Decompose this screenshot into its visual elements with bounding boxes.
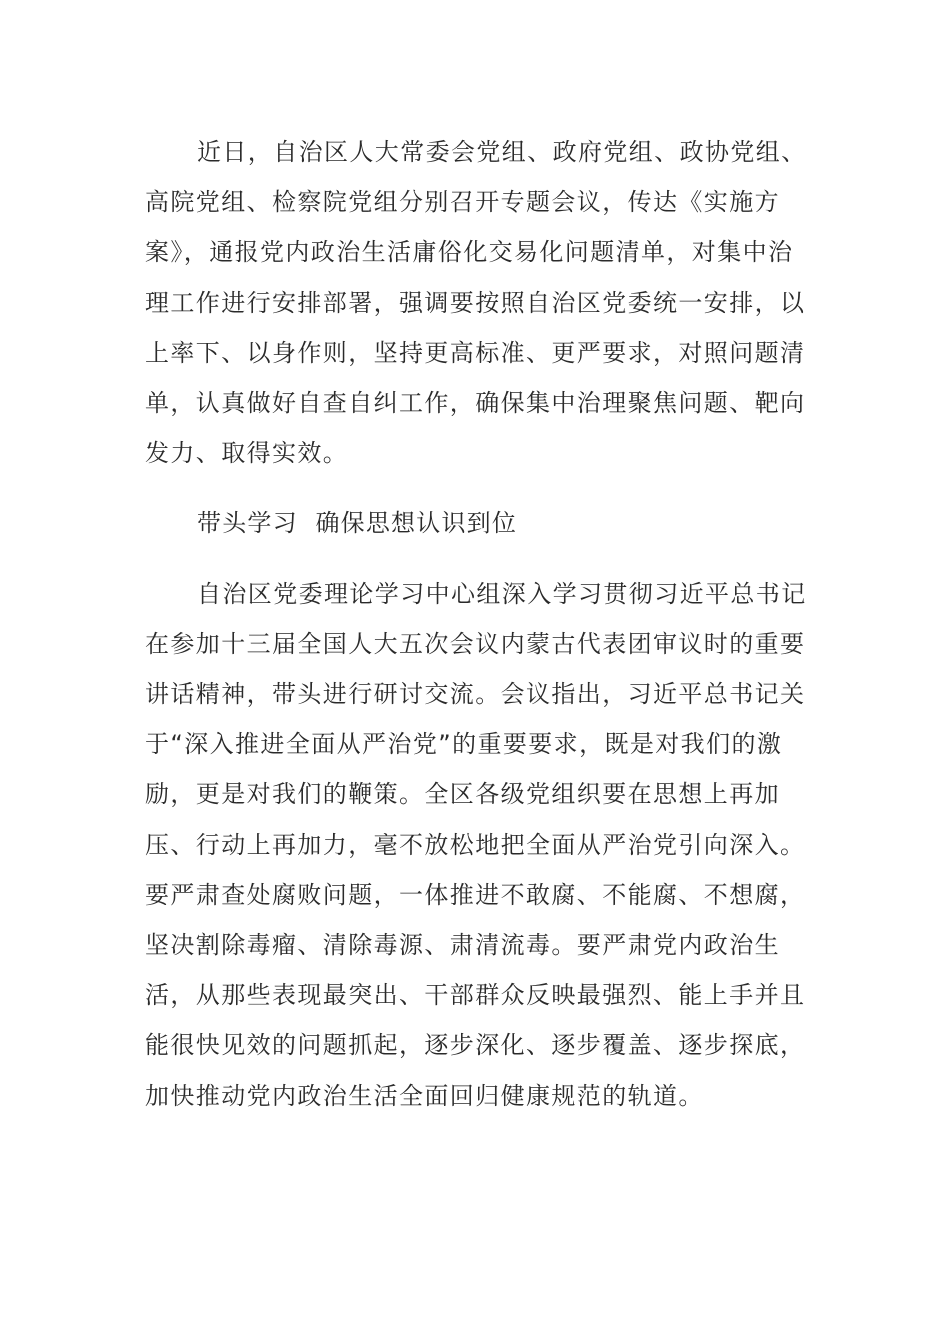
section-heading: 带头学习 确保思想认识到位 [197, 509, 518, 538]
paragraph-intro: 近日，自治区人大常委会党组、政府党组、政协党组、高院党组、检察院党组分别召开专题会议，传达《实施方案》，通报党内政治生活庸俗化交易化问题清单，对集中治理工作进行安排部署，强调要按照自治区党委统一安排，以上率下、以身作则，坚持更高标准、更严要求，对照问题清单，认真做好自查自纠工作，确保集中治理聚焦问题、靶向发力、取得实效。 [145, 138, 807, 468]
paragraph-study: 自治区党委理论学习中心组深入学习贯彻习近平总书记在参加十三届全国人大五次会议内蒙古代表团审议时的重要讲话精神，带头进行研讨交流。会议指出，习近平总书记关于“深入推进全面从严治党”的重要要求，既是对我们的激励，更是对我们的鞭策。全区各级党组织要在思想上再加压、行动上再加力，毫不放松地把全面从严治党引向深入。要严肃查处腐败问题，一体推进不敢腐、不能腐、不想腐，坚决割除毒瘤、清除毒源、肃清流毒。要严肃党内政治生活，从那些表现最突出、干部群众反映最强烈、能上手并且能很快见效的问题抓起，逐步深化、逐步覆盖、逐步探底，加快推动党内政治生活全面回归健康规范的轨道。 [145, 579, 807, 1110]
document-body [145, 127, 815, 1121]
